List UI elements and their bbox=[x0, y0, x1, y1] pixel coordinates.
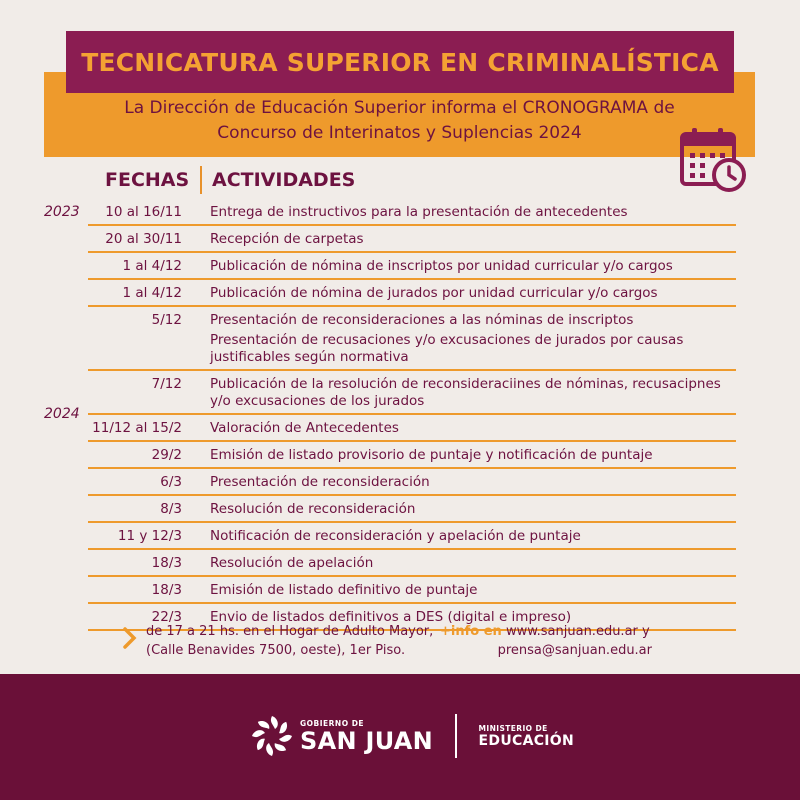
row-date: 1 al 4/12 bbox=[122, 285, 182, 301]
gov-logo-name: SAN JUAN bbox=[300, 726, 434, 755]
row-activities bbox=[196, 253, 673, 278]
year-2023: 2023 bbox=[44, 204, 80, 220]
schedule-table bbox=[88, 199, 736, 631]
page-title: TECNICATURA SUPERIOR EN CRIMINALÍSTICA bbox=[81, 47, 719, 77]
row-date: 1 al 4/12 bbox=[122, 258, 182, 274]
table-row bbox=[88, 550, 736, 577]
row-activities bbox=[196, 523, 581, 548]
government-logos bbox=[250, 714, 574, 758]
column-separator bbox=[200, 166, 202, 194]
table-row bbox=[88, 496, 736, 523]
row-activity: Entrega de instructivos para la presentación de antecedentes bbox=[210, 204, 628, 220]
table-row bbox=[88, 280, 736, 307]
table-row bbox=[88, 226, 736, 253]
row-date: 18/3 bbox=[151, 582, 182, 598]
table-row bbox=[88, 371, 736, 415]
row-date: 29/2 bbox=[151, 447, 182, 463]
year-2024: 2024 bbox=[44, 406, 80, 422]
subtitle-line-1: La Dirección de Educación Superior informa el CRONOGRAMA de bbox=[124, 98, 675, 118]
row-activity: Recepción de carpetas bbox=[210, 231, 364, 247]
info-label: +info en bbox=[440, 624, 502, 639]
chevron-right-icon bbox=[123, 627, 137, 649]
row-activity: Publicación de la resolución de reconsideraciines de nóminas, recusacipnes y/o excusaciones de los jurados bbox=[210, 376, 721, 409]
title-band bbox=[66, 31, 734, 93]
subtitle-line-2: Concurso de Interinatos y Suplencias 2024 bbox=[217, 123, 582, 143]
row-activities bbox=[196, 307, 736, 369]
table-row bbox=[88, 523, 736, 550]
sun-logo-icon bbox=[250, 714, 294, 758]
row-activity: Publicación de nómina de inscriptos por unidad curricular y/o cargos bbox=[210, 258, 673, 274]
row-date: 7/12 bbox=[151, 376, 182, 392]
subtitle bbox=[44, 96, 755, 146]
ministry-logo bbox=[479, 724, 574, 749]
ministry-logo-small-text: MINISTERIO DE bbox=[478, 723, 548, 733]
more-info bbox=[440, 622, 652, 660]
row-activities bbox=[196, 442, 653, 467]
row-activity: Notificación de reconsideración y apelación de puntaje bbox=[210, 528, 581, 544]
table-row bbox=[88, 577, 736, 604]
row-date: 6/3 bbox=[160, 474, 182, 490]
row-activities bbox=[196, 577, 477, 602]
government-logo bbox=[300, 719, 433, 754]
table-row bbox=[88, 307, 736, 371]
row-date: 22/3 bbox=[151, 609, 182, 625]
row-date: 8/3 bbox=[160, 501, 182, 517]
table-row bbox=[88, 199, 736, 226]
row-activities bbox=[196, 371, 736, 413]
location-line-1: de 17 a 21 hs. en el Hogar de Adulto Mayor, bbox=[146, 624, 434, 639]
table-row bbox=[88, 253, 736, 280]
gov-logo-small-text: GOBIERNO DE bbox=[300, 718, 365, 728]
table-row bbox=[88, 442, 736, 469]
table-row bbox=[88, 469, 736, 496]
info-website-link[interactable]: www.sanjuan.edu.ar y bbox=[505, 624, 650, 639]
row-activity: Envio de listados definitivos a DES (digital e impreso) bbox=[210, 609, 572, 625]
logo-divider bbox=[455, 714, 457, 758]
row-activity: Valoración de Antecedentes bbox=[210, 420, 399, 436]
row-date: 18/3 bbox=[151, 555, 182, 571]
row-activities bbox=[196, 469, 430, 494]
row-activity: Emisión de listado definitivo de puntaje bbox=[210, 582, 478, 598]
row-date: 11 y 12/3 bbox=[117, 528, 182, 544]
info-email-link[interactable]: prensa@sanjuan.edu.ar bbox=[497, 643, 652, 658]
row-activity: Emisión de listado provisorio de puntaje y notificación de puntaje bbox=[210, 447, 653, 463]
row-activities bbox=[196, 415, 399, 440]
location-line-2: (Calle Benavides 7500, oeste), 1er Piso. bbox=[146, 643, 406, 658]
dates-column-header: FECHAS bbox=[105, 169, 190, 191]
row-activity: Publicación de nómina de jurados por unidad curricular y/o cargos bbox=[210, 285, 658, 301]
row-activities bbox=[196, 199, 628, 224]
event-location bbox=[146, 622, 433, 660]
row-date: 5/12 bbox=[151, 312, 182, 328]
row-activity: Presentación de reconsideraciones a las nóminas de inscriptos bbox=[210, 312, 634, 328]
row-activity: Presentación de recusaciones y/o excusaciones de jurados por causas justificables según normativa bbox=[210, 332, 684, 365]
row-date: 10 al 16/11 bbox=[105, 204, 182, 220]
row-activities bbox=[196, 496, 415, 521]
activities-column-header: ACTIVIDADES bbox=[212, 169, 356, 191]
row-activities bbox=[196, 280, 658, 305]
row-activities bbox=[196, 226, 364, 251]
table-row bbox=[88, 415, 736, 442]
row-activity: Resolución de reconsideración bbox=[210, 501, 416, 517]
row-date: 20 al 30/11 bbox=[105, 231, 182, 247]
row-activities bbox=[196, 550, 373, 575]
row-date: 11/12 al 15/2 bbox=[92, 420, 182, 436]
calendar-clock-icon bbox=[678, 126, 748, 196]
row-activity: Resolución de apelación bbox=[210, 555, 374, 571]
row-activity: Presentación de reconsideración bbox=[210, 474, 430, 490]
ministry-logo-name: EDUCACIÓN bbox=[478, 732, 575, 749]
